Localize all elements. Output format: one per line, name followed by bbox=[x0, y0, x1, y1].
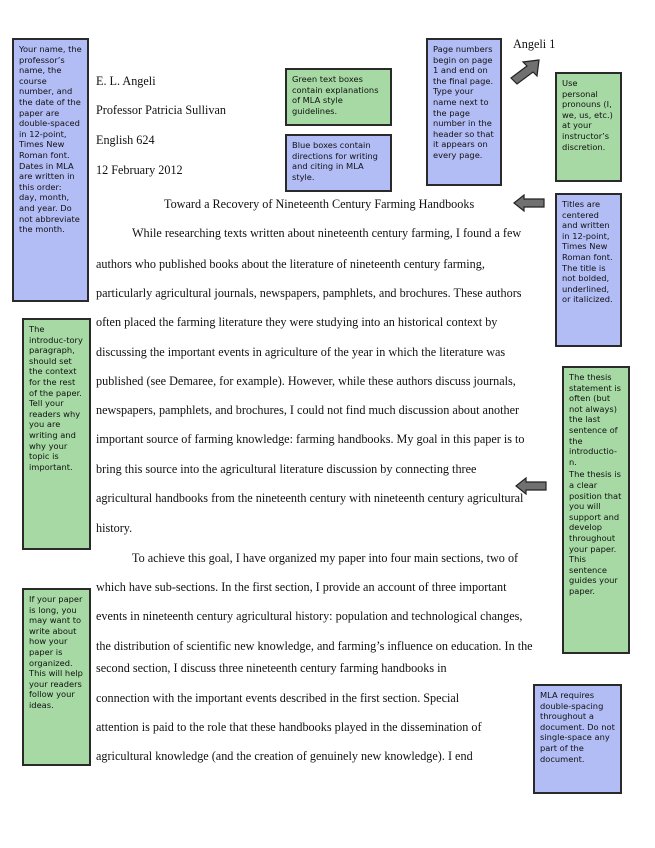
arrow-to-title-icon bbox=[512, 194, 546, 212]
body-line: newspapers, pamphlets, and brochures, I could not find much discussion about another bbox=[96, 403, 520, 417]
body-line: discussing the important events in agriculture of the year in which the literature was bbox=[96, 345, 506, 359]
paper-title: Toward a Recovery of Nineteenth Century Farming Handbooks bbox=[164, 197, 475, 211]
body-line: agricultural handbooks from the nineteenth century with nineteenth century agricultural bbox=[96, 491, 524, 505]
body-line: second section, I discuss three nineteenth century farming handbooks in bbox=[96, 661, 447, 675]
heading-date: 12 February 2012 bbox=[96, 163, 183, 177]
body-line: particularly agricultural journals, newspapers, pamphlets, and brochures. These authors bbox=[96, 286, 522, 300]
body-line: events in nineteenth century agricultural history: population and technological changes, bbox=[96, 609, 523, 623]
note-personal-pronouns: Use personal pronouns (I, we, us, etc.) at your instructor’s discretion. bbox=[555, 72, 622, 182]
arrow-to-thesis-icon bbox=[514, 477, 548, 495]
body-line: history. bbox=[96, 521, 133, 535]
note-name-format: Your name, the professor’s name, the course number, and the date of the paper are double-spaced in 12-point, Times New Roman font. Dates in MLA are written in this order: day, month, and year. Do not abbreviate the month. bbox=[12, 38, 89, 302]
body-line: connection with the important events described in the first section. Special bbox=[96, 691, 460, 705]
note-title-format: Titles are centered and written in 12-point, Times New Roman font. The title is not bolded, underlined, or italicized. bbox=[555, 193, 622, 347]
heading-course: English 624 bbox=[96, 133, 155, 147]
note-thesis-statement: The thesis statement is often (but not always) the last sentence of the introductio-n. The thesis is a clear position that you will support and develop throughout your paper. This sentence guides your paper. bbox=[562, 366, 630, 654]
body-line: the distribution of scientific new knowledge, and farming’s influence on education. In the bbox=[96, 639, 533, 653]
body-line: authors who published books about the literature of nineteenth century farming, bbox=[96, 257, 485, 271]
body-line: To achieve this goal, I have organized my paper into four main sections, two of bbox=[132, 551, 519, 565]
body-line: published (see Demaree, for example). However, while these authors discuss journals, bbox=[96, 374, 516, 388]
body-line: While researching texts written about nineteenth century farming, I found a few bbox=[132, 226, 522, 240]
note-page-numbers: Page numbers begin on page 1 and end on the final page. Type your name next to the page number in the header so that it appears on every page. bbox=[426, 38, 502, 186]
note-blue-legend: Blue boxes contain directions for writing and citing in MLA style. bbox=[285, 134, 392, 192]
body-line: bring this source into the agricultural literature discussion by connecting three bbox=[96, 462, 477, 476]
note-paper-organization: If your paper is long, you may want to write about how your paper is organized. This will help your readers follow your ideas. bbox=[22, 588, 91, 766]
note-double-spacing: MLA requires double-spacing throughout a document. Do not single-space any part of the document. bbox=[533, 684, 622, 794]
body-line: attention is paid to the role that these handbooks played in the dissemination of bbox=[96, 720, 482, 734]
running-header-page-number: Angeli 1 bbox=[513, 37, 556, 51]
heading-student-name: E. L. Angeli bbox=[96, 74, 156, 88]
arrow-to-page-number-icon bbox=[507, 56, 543, 90]
note-introductory-paragraph: The introduc-tory paragraph, should set the context for the rest of the paper. Tell your readers why you are writing and why your topic is important. bbox=[22, 318, 91, 550]
body-line: often placed the farming literature they were studying into an historical context by bbox=[96, 315, 498, 329]
body-line: which have sub-sections. In the first section, I provide an account of three important bbox=[96, 580, 507, 594]
heading-professor-name: Professor Patricia Sullivan bbox=[96, 103, 226, 117]
note-green-legend: Green text boxes contain explanations of MLA style guidelines. bbox=[285, 68, 392, 126]
body-line: agricultural knowledge (and the creation of genuinely new knowledge). I end bbox=[96, 749, 473, 763]
body-line: important source of farming knowledge: farming handbooks. My goal in this paper is to bbox=[96, 432, 525, 446]
